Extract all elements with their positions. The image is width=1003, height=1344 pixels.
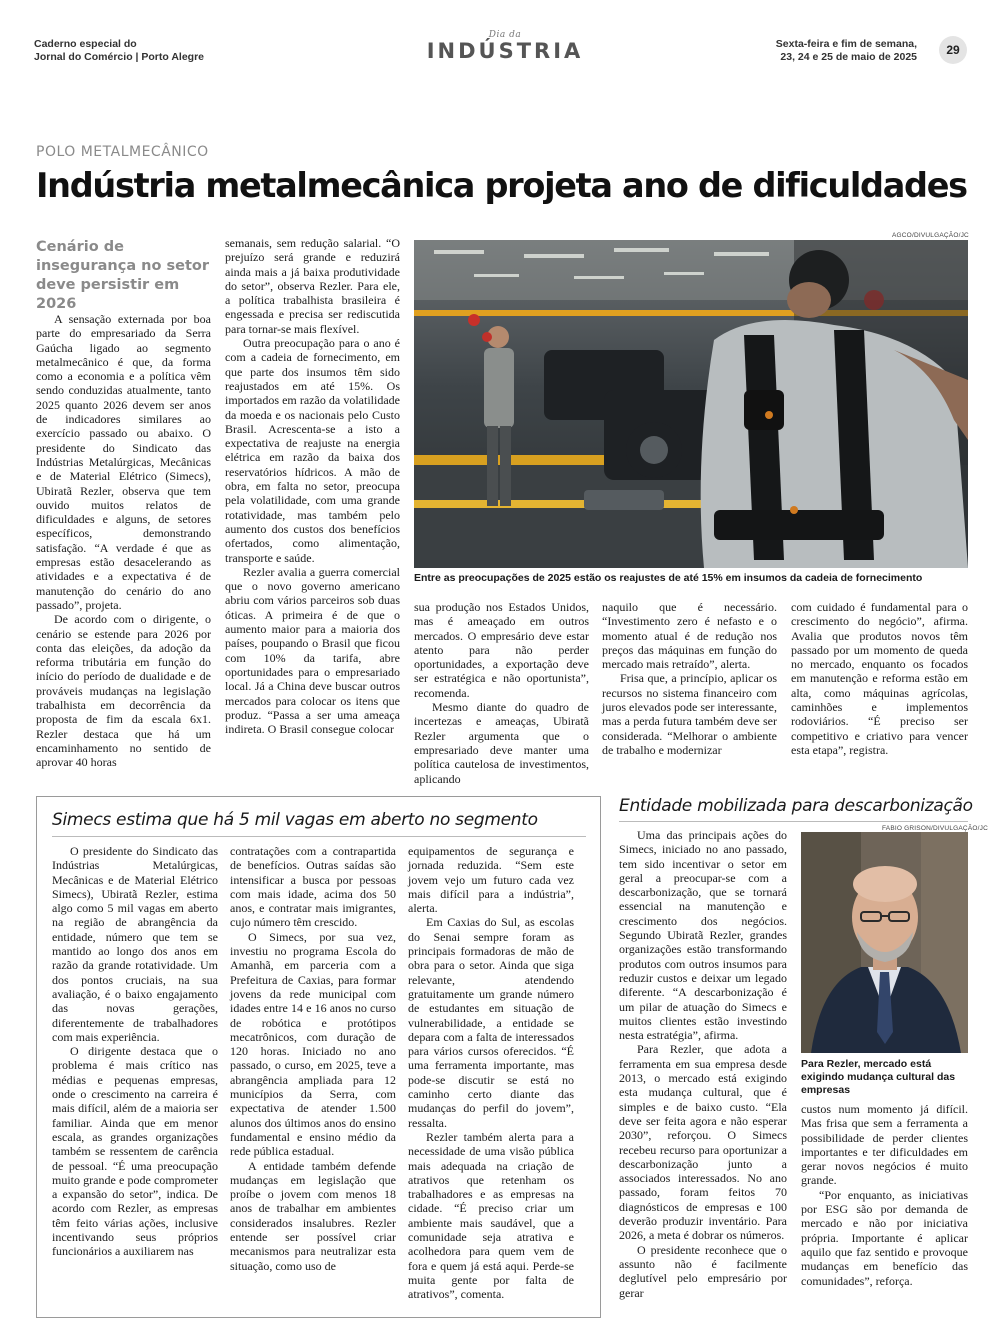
paragraph: O presidente reconhece que o assunto não é facilmente deglutível pelo empresário por gerar bbox=[619, 1242, 787, 1300]
paragraph: Para Rezler, que adota a ferramenta em sua empresa desde 2013, o mercado está exigindo esta mudança cultural, que é simples e de baixo custo. “Ela deve ser feita agora e não esperar 2030”, reforçou. O Simecs recebeu recurso para oportunizar a descarbonização junto a associados interessados. No ano passado, foram feitos 70 diagnósticos de empresas e 100 deverão produzir inventário. Para 2026, a meta é dobrar os números. bbox=[619, 1042, 787, 1243]
simecs-box-title: Simecs estima que há 5 mil vagas em aberto no segmento bbox=[52, 810, 538, 830]
paragraph: Mesmo diante do quadro de incertezas e ameaças, Ubiratã Rezler argumenta que o empresariado deve manter uma política cautelosa de investimentos, aplicando bbox=[414, 700, 589, 786]
paragraph: custos num momento já difícil. Mas frisa que sem a ferramenta a possibilidade de perder clientes importantes e ter dificuldades em gerar novos negócios é muito grande. bbox=[801, 1102, 968, 1188]
portrait-photo bbox=[801, 832, 968, 1053]
section-label: POLO METALMECÂNICO bbox=[36, 144, 209, 160]
photo-credit: AGCO/DIVULGAÇÃO/JC bbox=[892, 232, 969, 239]
article-column-1 bbox=[36, 312, 211, 772]
photo-caption: Entre as preocupações de 2025 estão os reajustes de até 15% em insumos da cadeia de fornecimento bbox=[414, 572, 923, 584]
headline: Indústria metalmecânica projeta ano de dificuldades bbox=[36, 166, 967, 205]
section-logo bbox=[420, 30, 590, 62]
descarbon-column-2 bbox=[801, 1102, 968, 1300]
portrait-credit: FABIO GRISON/DIVULGAÇÃO/JC bbox=[882, 825, 988, 832]
article-column-2 bbox=[225, 236, 400, 772]
article-column-4 bbox=[602, 600, 777, 772]
simecs-title-rule bbox=[52, 836, 586, 837]
article-column-3 bbox=[414, 600, 589, 786]
paragraph: Em Caxias do Sul, as escolas do Senai sempre foram as principais formadoras de mão de obra para o setor. Ainda que siga relevante, atendendo gratuitamente um grande número de estudantes em situação de vulnerabilidade, a entidade se depara com a falta de interessados para vários cursos oferecidos. “É uma ferramenta importante, mas pode-se discutir se está no caminho certo diante das mudanças do perfil do jovem”, ressalta. bbox=[408, 915, 574, 1130]
paragraph: O Simecs, por sua vez, investiu no programa Escola do Amanhã, em parceria com a Prefeitura de Caxias, para formar jovens da rede municipal com idades entre 14 e 16 anos no curso de robótica e protótipos mecatrônicos, com duração de 120 horas. Iniciado no ano passado, o curso, em 2025, teve a abrangência ampliada para 12 municípios da Serra, com expectativa de atender 1.500 alunos dos últimos anos do ensino fundamental e ensino médio da rede pública estadual. bbox=[230, 929, 396, 1159]
paragraph: equipamentos de segurança e jornada reduzida. “Sem este jovem vejo um futuro cada vez mais difícil para a indústria”, alerta. bbox=[408, 844, 574, 916]
paragraph: sua produção nos Estados Unidos, mas é ameaçado em outros mercados. O empresário deve estar atento para não perder oportunidades, a exportação deve ser estratégica e não oportunista”, recomenda. bbox=[414, 600, 589, 700]
factory-photo bbox=[414, 240, 968, 568]
paragraph: O presidente do Sindicato das Indústrias Metalúrgicas, Mecânicas e de Material Elétrico Simecs), Ubiratã Rezler, estima algo como 5 mil vagas em aberto na região de abrangência da entidade, número que tem se mantido ao longo dos anos em razão da grande rotatividade. Um dos pontos cruciais, na sua avaliação, é o baixo engajamento das novas gerações, diferentemente de trabalhadores com mais experiência. bbox=[52, 844, 218, 1044]
simecs-column-3 bbox=[408, 844, 574, 1302]
page-number: 29 bbox=[939, 36, 967, 64]
paragraph: com cuidado é fundamental para o crescimento do negócio”, afirma. Avalia que produtos novos têm passado por um momento de queda no mercado, enquanto os focados em manutenção e reforma estão em alta, como máquinas agrícolas, caminhões e implementos rodoviários. “É preciso ser competitivo e criativo para vencer esta etapa”, registra. bbox=[791, 600, 968, 757]
simecs-column-1 bbox=[52, 844, 218, 1286]
paragraph: De acordo com o dirigente, o cenário se estende para 2026 por conta das eleições, da adoção da reforma tributária em função do início do período de dualidade e de prováveis mudanças na legislação trabalhista em decorrência da proposta de fim da escala 6x1. Rezler destaca que há um encaminhamento no sentido de aprovar 40 horas bbox=[36, 612, 211, 770]
subhead: Cenário de insegurança no setor deve persistir em 2026 bbox=[36, 239, 209, 312]
paragraph: naquilo que é necessário. “Investimento zero é nefasto e o momento atual é de redução nos preços das máquinas em função do mercado mais retraído”, alerta. bbox=[602, 600, 777, 672]
paragraph: semanais, sem redução salarial. “O prejuízo será grande e reduzirá ainda mais a já baixa produtividade do setor”, observa Rezler. Para ele, a política trabalhista brasileira é engessada e precisa ser rediscutida para tornar-se mais flexível. bbox=[225, 236, 400, 336]
section-logo-big: INDÚSTRIA bbox=[426, 39, 584, 63]
descarbon-column-1 bbox=[619, 828, 787, 1300]
publication-info bbox=[34, 38, 204, 64]
portrait-photo-image bbox=[801, 832, 968, 1053]
issue-date bbox=[776, 38, 917, 64]
publication-line-1: Caderno especial do bbox=[34, 38, 137, 50]
publication-line-2: Jornal do Comércio | Porto Alegre bbox=[34, 51, 204, 63]
paragraph: Frisa que, a princípio, aplicar os recursos no sistema financeiro com juros elevados pode ser interessante, mas a perda futura também deve ser considerada. “Melhorar o ambiente de trabalho e modernizar bbox=[602, 671, 777, 757]
issue-date-line-2: 23, 24 e 25 de maio de 2025 bbox=[780, 51, 917, 63]
simecs-column-2 bbox=[230, 844, 396, 1286]
portrait-caption: Para Rezler, mercado está exigindo mudança cultural das empresas bbox=[801, 1058, 956, 1096]
paragraph: “Por enquanto, as iniciativas por ESG são por demanda de mercado e não por iniciativa própria. Importante é aplicar aquilo que faz sentido e provoque mudanças em benefício das comunidades”, reforça. bbox=[801, 1187, 968, 1288]
descarbon-title: Entidade mobilizada para descarbonização bbox=[619, 796, 973, 816]
descarbon-title-rule bbox=[619, 821, 968, 822]
issue-date-line-1: Sexta-feira e fim de semana, bbox=[775, 38, 917, 50]
paragraph: Rezler também alerta para a necessidade de uma visão pública mais adequada na criação de atrativos que retenham os trabalhadores e as empresas na cidade. “É preciso criar um ambiente mais saudável, que a comunidade seja atrativa e acolhedora para quem vem de fora e quem já está aqui. Perde-se muita gente por falta de atrativos”, comenta. bbox=[408, 1129, 574, 1302]
section-logo-small: Dia da bbox=[488, 30, 522, 40]
article-column-5 bbox=[791, 600, 968, 772]
factory-photo-image bbox=[414, 240, 968, 568]
paragraph: Outra preocupação para o ano é com a cadeia de fornecimento, em que parte dos insumos têm sido reajustados em até 15%. Os importados em razão da volatilidade da moeda e os nacionais pelo Custo Brasil. Acrescenta-se a isto a expectativa de reajuste na energia elétrica em razão da baixa dos reservatórios hídricos. A mão de obra, em falta no setor, preocupa pela volatilidade, com uma grande rotatividade, mas também pelo aumento dos custos dos benefícios ofertados, como alimentação, transporte e saúde. bbox=[225, 336, 400, 565]
paragraph: O dirigente destaca que o problema é mais crítico nas médias e pequenas empresas, onde o crescimento na carreira é mais difícil, além de a maioria ser familiar. Ainda que em menor escala, as grandes organizações também se ressentem de carência de pessoal. “É uma preocupação muito grande e pode comprometer a expansão do setor”, indica. De acordo com Rezler, as empresas têm feito várias ações, inclusive incentivando seus próprios funcionários a auxiliarem nas bbox=[52, 1044, 218, 1259]
paragraph: Uma das principais ações do Simecs, iniciado no ano passado, tem sido incentivar o setor em geral a preocupar-se com a descarbonização, que se tornará essencial na manutenção e crescimento dos negócios. Segundo Ubiratã Rezler, grandes organizações estão transformando produtos com outros insumos para reduzir custos e deixar um legado diferente. “A descarbonização é um pilar de atuação do Simecs e muitos clientes estão investindo nesta estratégia”, afirma. bbox=[619, 828, 787, 1043]
paragraph: A sensação externada por boa parte do empresariado da Serra Gaúcha ligado ao segmento metalmecânico é que, da forma como a economia e a política vêm sendo conduzidas atualmente, tanto 2025 quanto 2026 devem ser anos de indicadores similares ao exercício passado ou abaixo. O presidente do Sindicato das Indústrias Metalúrgicas, Mecânicas e de Material Elétrico (Simecs), Ubiratã Rezler, observa que tem ouvido muitos relatos de dificuldades e alguns, de setores específicos, demonstrando satisfação. “A verdade é que as empresas estão desacelerando as atividades e a expectativa é de manutenção do cenário do ano passado”, projeta. bbox=[36, 312, 211, 612]
paragraph: contratações com a contrapartida de benefícios. Outras saídas são intensificar a busca por pessoas com mais idade, acima dos 50 anos, e contratar mais imigrantes, cujo número têm crescido. bbox=[230, 844, 396, 930]
paragraph: Rezler avalia a guerra comercial que o novo governo americano abriu com vários parceiros sob duas óticas. A primeira é de que o aumento maior para a maioria dos países, poupando o Brasil que ficou com 10% da tarifa, abre oportunidades para o empresariado local. Já a China deve buscar outros mercados para colocar os itens que produz. “Passa a ser uma ameaça indireta. O Brasil consegue colocar bbox=[225, 564, 400, 737]
paragraph: A entidade também defende mudanças em legislação que proíbe o jovem com menos 18 anos de trabalhar em ambientes considerados insalubres. Rezler entende ser possível criar mecanismos para neutralizar esta situação, como uso de bbox=[230, 1158, 396, 1273]
